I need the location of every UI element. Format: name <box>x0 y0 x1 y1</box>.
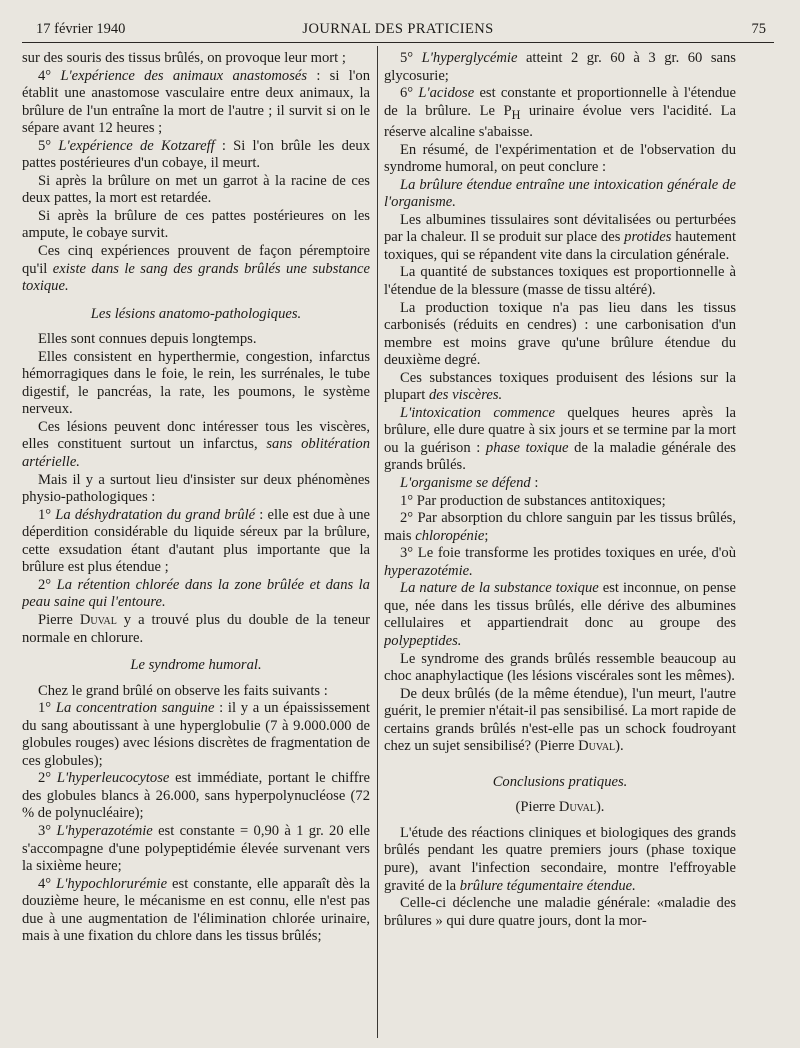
paragraph: Celle-ci déclenche une maladie générale: «maladie des brûlures » qui dure quatre jours, dont la mor- <box>384 895 736 929</box>
paragraph: Ces lésions peuvent donc intéresser tous les viscères, elles constituent surtout un infarctus, sans oblitération artérielle. <box>22 418 370 471</box>
author-name: Duval <box>578 738 616 755</box>
paragraph: 3° Le foie transforme les protides toxiques en urée, d'où hyperazotémie. <box>384 545 736 579</box>
section-heading-lesions: Les lésions anatomo-pathologiques. <box>90 305 302 322</box>
paragraph: 2° L'hyperleucocytose est immédiate, portant le chiffre des globules blancs à 26.000, sans hyperpolynucléose (72 % de polynucléaire); <box>22 770 370 822</box>
paragraph: Si après la brûlure on met un garrot à la racine de ces deux pattes, la mort est retardée. <box>22 172 370 207</box>
paragraph: Le syndrome des grands brûlés ressemble beaucoup au choc anaphylactique (les lésions viscérales sont les mêmes). <box>384 650 736 685</box>
paragraph: 3° L'hyperazotémie est constante = 0,90 à 1 gr. 20 elle s'accompagne d'une polypeptidémie élevée survenant vers la sixième heure; <box>22 822 370 875</box>
paragraph: La quantité de substances toxiques est proportionnelle à l'étendue de la blessure (masse de tissu altéré). <box>384 264 736 299</box>
paragraph: Si après la brûlure de ces pattes postérieures on les ampute, le cobaye survit. <box>22 207 370 242</box>
right-column <box>384 50 736 1040</box>
paragraph: Elles consistent en hyperthermie, congestion, infarctus hémorragiques dans le foie, le rein, les surrénales, le tube digestif, le pancréas, la rate, les poumons, le système nerveux. <box>22 348 370 418</box>
paragraph: La nature de la substance toxique est inconnue, on pense que, née dans les tissus brûlés, elle dérive des albumines cellulaires et appartiendrait donc au groupe des polypeptides. <box>384 580 736 649</box>
paragraph: 1° Par production de substances antitoxiques; <box>400 492 666 509</box>
header-date: 17 février 1940 <box>36 21 126 37</box>
section-author: (Pierre Duval). <box>515 799 605 816</box>
paragraph: Elles sont connues depuis longtemps. <box>38 331 257 348</box>
paragraph: Les albumines tissulaires sont dévitalisées ou perturbées par la chaleur. Il se produit sur place des protides hautement toxiques, qui se répandent vite dans la circulation générale. <box>384 211 736 263</box>
paragraph: En résumé, de l'expérimentation et de l'observation du syndrome humoral, on peut conclure : <box>384 141 736 176</box>
paragraph: 6° L'acidose est constante et proportionnelle à l'étendue de la brûlure. Le $P_H$ urinaire évolue vers l'acidité. La réserve alcaline s'abaisse. <box>384 85 736 141</box>
author-name: Duval <box>79 611 117 628</box>
section-heading-conclusions: Conclusions pratiques. <box>492 773 628 790</box>
page-header <box>22 18 774 43</box>
paragraph: 5° L'expérience de Kotzareff : Si l'on brûle les deux pattes postérieures d'un cobaye, il meurt. <box>22 137 370 172</box>
header-journal-title: JOURNAL DES PRATICIENS <box>302 21 494 37</box>
paragraph: La production toxique n'a pas lieu dans les tissus carbonisés (réduits en cendres) : une carbonisation d'un membre est moins grave qu'une brûlure étendue du deuxième degré. <box>384 299 736 369</box>
spacer <box>384 817 736 825</box>
section-heading-syndrome: Le syndrome humoral. <box>130 657 262 674</box>
paragraph: 2° La rétention chlorée dans la zone brûlée et dans la peau saine qui l'entoure. <box>22 576 370 611</box>
spacer <box>384 756 736 764</box>
paragraph: De deux brûlés (de la même étendue), l'un meurt, l'autre guérit, le premier n'était-il pas sensibilisé. La mort rapide de certains grands brûlés n'est-elle pas un schock foudroyant chez un sujet sensibilisé? (Pierre Duval). <box>384 685 736 755</box>
paragraph: 4° L'expérience des animaux anastomosés : si l'on établit une anastomose vasculaire entre deux animaux, la brûlure de l'un entraîne la mort de l'autre ; il survit si on le sépare avant 12 heures ; <box>22 67 370 137</box>
paragraph: 1° La déshydratation du grand brûlé : elle est due à une déperdition considérable du liquide séreux par la brûlure, cette exsudation étant d'autant plus importante que la brûlure est plus étendue ; <box>22 506 370 576</box>
paragraph: 5° L'hyperglycémie atteint 2 gr. 60 à 3 gr. 60 sans glycosurie; <box>384 50 736 84</box>
paragraph: Mais il y a surtout lieu d'insister sur deux phénomènes physio-pathologiques : <box>22 471 370 506</box>
paragraph: Pierre Duval y a trouvé plus du double de la teneur normale en chlorure. <box>22 611 370 646</box>
header-page-number: 75 <box>751 21 766 37</box>
paragraph: La brûlure étendue entraîne une intoxication générale de l'organisme. <box>384 176 736 211</box>
paragraph: 4° L'hypochlorurémie est constante, elle apparaît dès la douzième heure, le mécanisme en est connu, elle n'est pas due à une augmentation de l'élimination chlorée urinaire, mais à une fixation du chlore dans les tissus brûlés; <box>22 875 370 945</box>
column-divider <box>377 46 378 1038</box>
paragraph: 2° Par absorption du chlore sanguin par les tissus brûlés, mais chloropénie; <box>384 510 736 544</box>
paragraph: 1° La concentration sanguine : il y a un épaississement du sang aboutissant à une hyperglobulie (7 à 9.000.000 de globules rouges) avec lésions discrètes de fragmentation de ces globules); <box>22 700 370 769</box>
left-column <box>22 50 370 1040</box>
paragraph: Ces cinq expériences prouvent de façon péremptoire qu'il existe dans le sang des grands brûlés une substance toxique. <box>22 243 370 295</box>
paragraph: L'étude des réactions cliniques et biologiques des grands brûlés pendant les quatre premiers jours (phase toxique pure), avant l'infection secondaire, montre l'effroyable gravité de la brûlure tégumentaire étendue. <box>384 824 736 894</box>
paragraph: Chez le grand brûlé on observe les faits suivants : <box>38 682 328 699</box>
author-name: Duval <box>558 799 596 816</box>
paragraph: sur des souris des tissus brûlés, on provoque leur mort ; <box>22 50 346 66</box>
paragraph: Ces substances toxiques produisent des lésions sur la plupart des viscères. <box>384 369 736 404</box>
paragraph: L'organisme se défend : <box>400 475 539 492</box>
paragraph: L'intoxication commence quelques heures après la brûlure, elle dure quatre à six jours et se termine par la mort ou la guérison : phase toxique de la maladie générale des grands brûlés. <box>384 404 736 474</box>
